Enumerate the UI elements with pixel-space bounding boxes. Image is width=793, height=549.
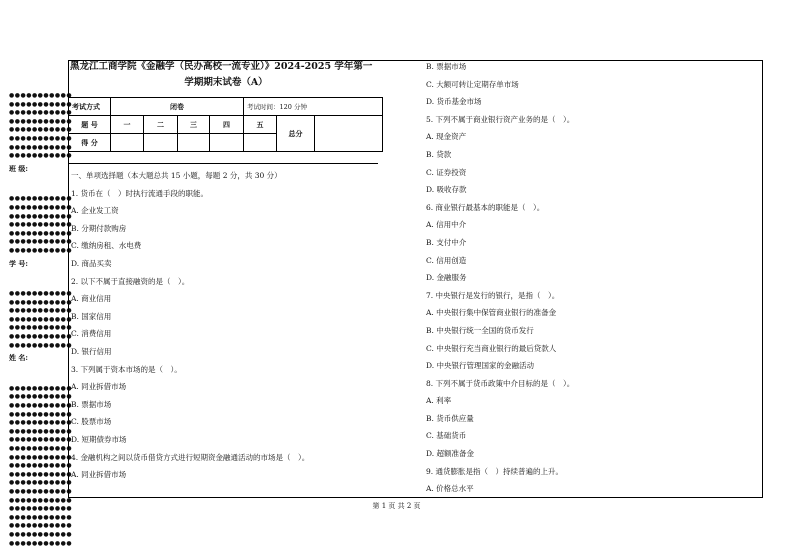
binding-dot-row: ●●●●●●●●●●● [9, 92, 73, 99]
question-option: D. 商品买卖 [71, 258, 112, 268]
binding-dot-row: ●●●●●●●●●●● [9, 307, 73, 315]
binding-dot-row: ●●●●●●●●●●● [9, 393, 73, 401]
right-column [426, 58, 574, 498]
binding-dot-row: ●●●●●●●●●●● [9, 402, 73, 410]
question-stem: 7. 中央银行是发行的银行，是指（ ）。 [426, 290, 560, 300]
question-option: C. 基础货币 [426, 431, 467, 441]
class-label: 班 级: [9, 163, 29, 173]
question-option: A. 利率 [426, 396, 452, 406]
question-option: C. 证券投资 [426, 167, 467, 177]
total-score-cell [315, 116, 383, 152]
question-option: B. 货币供应量 [426, 413, 474, 423]
binding-dot-row: ●●●●●●●●●●● [9, 134, 73, 142]
page-footer: 第 1 页 共 2 页 [372, 502, 421, 510]
binding-dot-row: ●●●●●●●●●●● [9, 298, 73, 306]
score-label: 得 分 [69, 134, 111, 152]
score-cell [244, 134, 277, 152]
binding-dot-row: ●●●●●●●●●●● [9, 453, 73, 461]
item-1: 一 [111, 116, 144, 134]
question-stem: 6. 商业银行最基本的职能是（ ）。 [426, 202, 545, 212]
question-option: D. 银行信用 [71, 346, 112, 356]
question-option: B. 票据市场 [426, 62, 467, 71]
score-cell [144, 134, 178, 152]
question-option: B. 分期付款购房 [71, 223, 127, 233]
total-label: 总分 [277, 116, 315, 152]
binding-dot-row: ●●●●●●●●●●● [9, 445, 73, 452]
binding-dot-row: ●●●●●●●●●●● [9, 505, 73, 513]
dot-group [9, 290, 73, 350]
student-id-label: 学 号: [9, 258, 29, 268]
dot-group [9, 195, 73, 255]
name-label: 姓 名: [9, 353, 29, 363]
binding-dot-row: ●●●●●●●●●●● [9, 324, 73, 332]
binding-dot-row: ●●●●●●●●●●● [9, 419, 73, 427]
item-4: 四 [210, 116, 244, 134]
question-stem: 5. 下列不属于商业银行资产业务的是（ ）。 [426, 114, 575, 124]
binding-dot-row: ●●●●●●●●●●● [9, 221, 73, 229]
question-option: B. 中央银行统一全国的货币发行 [426, 325, 534, 335]
dot-group [9, 92, 73, 161]
question-option: D. 金融服务 [426, 273, 467, 283]
question-option: A. 同业拆借市场 [71, 382, 127, 392]
binding-dot-row: ●●●●●●●●●●● [9, 195, 73, 203]
section-heading: 一、单项选择题（本大题总共 15 小题，每题 2 分，共 30 分） [71, 171, 282, 180]
question-option: C. 中央银行充当商业银行的最后贷款人 [426, 343, 557, 353]
question-option: A. 商业信用 [71, 294, 112, 304]
binding-dot-row: ●●●●●●●●●●● [9, 238, 73, 246]
question-option: A. 同业拆借市场 [71, 470, 127, 480]
question-option: C. 信用创造 [426, 255, 467, 265]
exam-title [70, 59, 382, 91]
question-option: A. 企业发工资 [71, 206, 119, 216]
question-option: B. 票据市场 [71, 399, 112, 409]
exam-time: 考试时间：120 分钟 [244, 98, 383, 116]
binding-dot-row: ●●●●●●●●●●● [9, 513, 73, 521]
binding-dot-row: ●●●●●●●●●●● [9, 427, 73, 435]
question-stem: 4. 金融机构之间以货币借贷方式进行短期资金融通活动的市场是（ ）。 [71, 452, 310, 462]
binding-dot-row: ●●●●●●●●●●● [9, 246, 73, 254]
question-stem: 2. 以下不属于直接融资的是（ ）。 [71, 276, 190, 286]
question-option: A. 信用中介 [426, 220, 467, 230]
item-5: 五 [244, 116, 277, 134]
binding-dot-row: ●●●●●●●●●●● [9, 117, 73, 125]
question-stem: 3. 下列属于资本市场的是（ ）。 [71, 364, 182, 374]
binding-dot-row: ●●●●●●●●●●● [9, 436, 73, 444]
question-stem: 1. 货币在（ ）时执行流通手段的职能。 [71, 188, 209, 198]
binding-dot-row: ●●●●●●●●●●● [9, 203, 73, 211]
question-option: C. 消费信用 [71, 329, 112, 339]
dot-group [9, 384, 73, 548]
item-2: 二 [144, 116, 178, 134]
question-option: C. 股票市场 [71, 417, 112, 427]
binding-dot-row: ●●●●●●●●●●● [9, 496, 73, 504]
question-option: A. 中央银行集中保管商业银行的准备金 [426, 308, 557, 318]
question-option: A. 价格总水平 [426, 484, 474, 494]
divider [68, 163, 378, 164]
binding-dot-row: ●●●●●●●●●●● [9, 384, 73, 392]
question-option: B. 贷款 [426, 149, 452, 159]
exam-mode-label: 考试方式 [69, 98, 111, 116]
item-label: 题 号 [69, 116, 111, 134]
binding-dot-row: ●●●●●●●●●●● [9, 410, 73, 418]
exam-mode: 闭卷 [111, 98, 244, 116]
question-option: D. 吸收存款 [426, 185, 467, 195]
binding-dot-row: ●●●●●●●●●●● [9, 539, 73, 547]
binding-dot-row: ●●●●●●●●●●● [9, 479, 73, 487]
question-option: C. 大额可转让定期存单市场 [426, 79, 519, 89]
binding-dot-row: ●●●●●●●●●●● [9, 470, 73, 478]
question-stem: 9. 通货膨胀是指（ ）持续普遍的上升。 [426, 466, 564, 476]
binding-dot-row: ●●●●●●●●●●● [9, 290, 73, 298]
binding-dot-row: ●●●●●●●●●●● [9, 487, 73, 495]
binding-dot-row: ●●●●●●●●●●● [9, 212, 73, 220]
binding-dot-row: ●●●●●●●●●●● [9, 522, 73, 530]
question-option: A. 现金资产 [426, 132, 467, 142]
score-cell [111, 134, 144, 152]
binding-dot-row: ●●●●●●●●●●● [9, 315, 73, 323]
binding-dot-row: ●●●●●●●●●●● [9, 333, 73, 341]
title-line-1: 黑龙江工商学院《金融学（民办高校一流专业）》2024-2025 学年第一 [70, 61, 373, 72]
question-option: B. 国家信用 [71, 311, 112, 321]
question-option: D. 短期债券市场 [71, 434, 127, 444]
binding-dot-row: ●●●●●●●●●●● [9, 530, 73, 538]
binding-dot-row: ●●●●●●●●●●● [9, 341, 73, 349]
binding-dot-row: ●●●●●●●●●●● [9, 109, 73, 117]
binding-dot-row: ●●●●●●●●●●● [9, 229, 73, 237]
score-cell [178, 134, 210, 152]
binding-dot-row: ●●●●●●●●●●● [9, 152, 73, 160]
question-stem: 8. 下列不属于货币政策中介目标的是（ ）。 [426, 378, 575, 388]
question-option: D. 货币基金市场 [426, 97, 482, 107]
question-option: B. 支付中介 [426, 237, 467, 247]
binding-dot-row: ●●●●●●●●●●● [9, 100, 73, 108]
binding-dot-row: ●●●●●●●●●●● [9, 143, 73, 151]
left-column [71, 167, 309, 484]
question-option: D. 超额准备金 [426, 449, 475, 459]
question-option: C. 缴纳房租、水电费 [71, 241, 142, 251]
item-3: 三 [178, 116, 210, 134]
binding-dot-row: ●●●●●●●●●●● [9, 126, 73, 134]
title-line-2: 学期期末试卷（A） [184, 77, 268, 88]
binding-margin [9, 92, 73, 548]
score-cell [210, 134, 244, 152]
binding-dot-row: ●●●●●●●●●●● [9, 462, 73, 470]
score-table [68, 97, 383, 152]
question-option: D. 中央银行管理国家的金融活动 [426, 361, 535, 371]
